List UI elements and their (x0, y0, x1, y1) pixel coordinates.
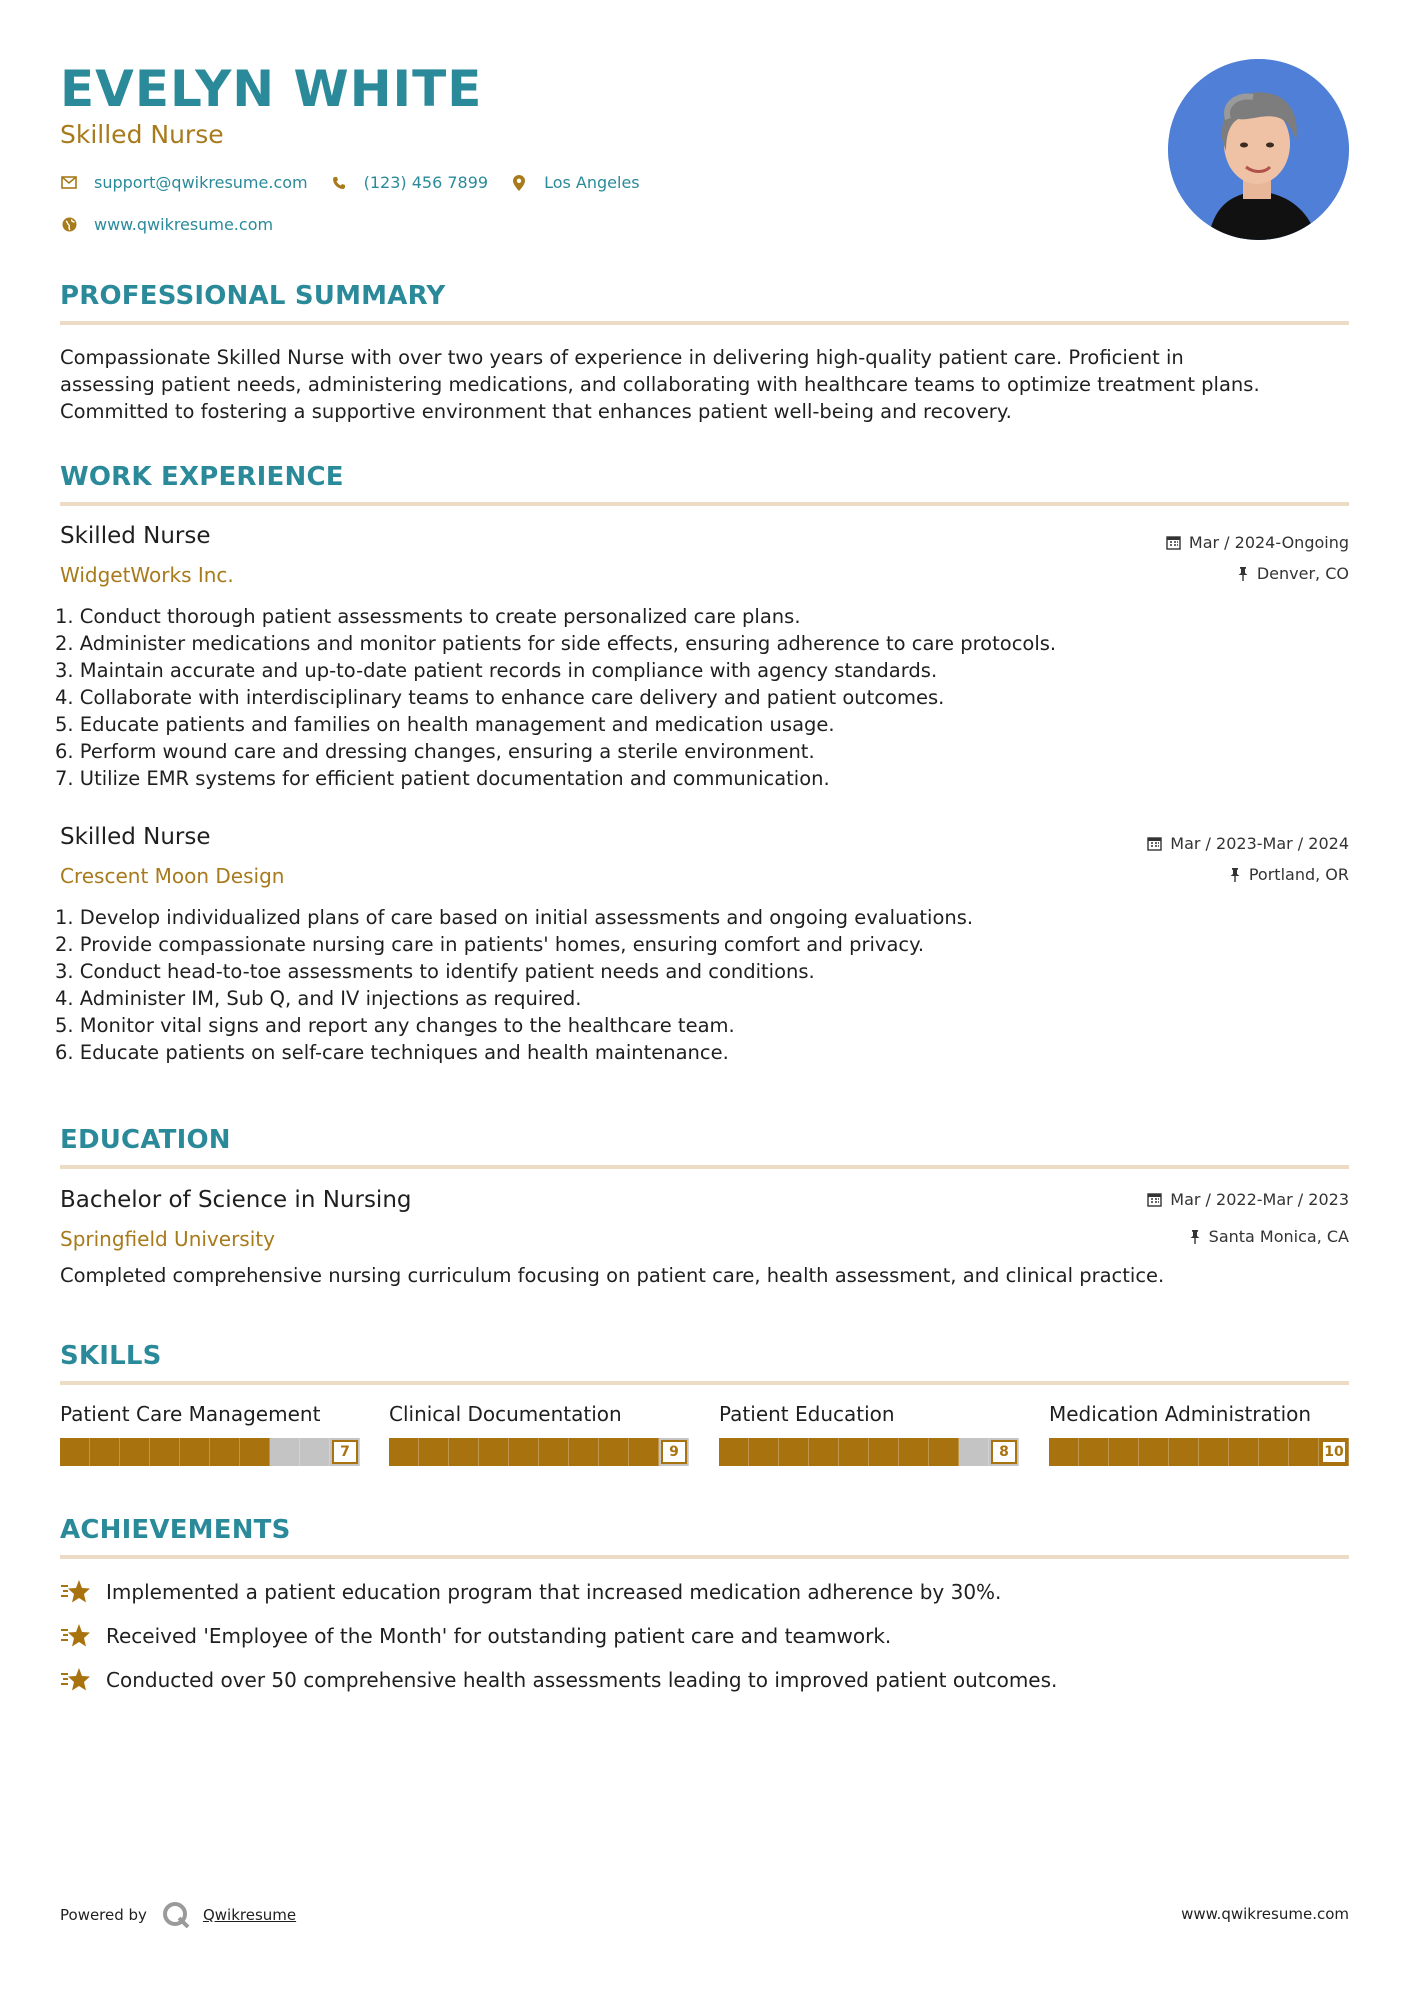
skill-bar-segment (180, 1438, 210, 1466)
job-dates-text: Mar / 2024-Ongoing (1188, 533, 1349, 552)
skill-bar-segment (479, 1438, 509, 1466)
skill-bar-segment (150, 1438, 180, 1466)
skill-bar-segment (1049, 1438, 1079, 1466)
job-company: Crescent Moon Design (60, 864, 285, 888)
candidate-name: EVELYN WHITE (60, 60, 483, 118)
skill-item (389, 1402, 689, 1466)
skill-bar-segment (90, 1438, 120, 1466)
achievement-item (60, 1665, 1057, 1695)
footer-website[interactable]: www.qwikresume.com (1181, 1905, 1349, 1923)
skill-bar-segment (240, 1438, 270, 1466)
achievement-text: Conducted over 50 comprehensive health assessments leading to improved patient outcomes. (106, 1668, 1058, 1692)
section-title-skills: SKILLS (60, 1341, 162, 1371)
job-title: Skilled Nurse (60, 523, 211, 549)
skill-item (719, 1402, 1019, 1466)
pushpin-icon (1237, 566, 1249, 581)
degree-title: Bachelor of Science in Nursing (60, 1187, 412, 1213)
list-item: 6. Educate patients on self-care techniques and health maintenance. (55, 1041, 729, 1064)
list-item: 6. Perform wound care and dressing changes, ensuring a sterile environment. (55, 740, 815, 763)
skill-bar-segment (1139, 1438, 1169, 1466)
list-item: 3. Conduct head-to-toe assessments to identify patient needs and conditions. (55, 960, 815, 983)
education-location-text: Santa Monica, CA (1208, 1227, 1349, 1246)
summary-line: assessing patient needs, administering medications, and collaborating with healthcare teams to optimize treatment plans. (60, 373, 1260, 396)
summary-line: Compassionate Skilled Nurse with over two years of experience in delivering high-quality patient care. Proficient in (60, 346, 1184, 369)
skill-bar-segment (539, 1438, 569, 1466)
section-divider (60, 1555, 1349, 1559)
skill-bar-segment (1259, 1438, 1289, 1466)
list-item: 5. Monitor vital signs and report any changes to the healthcare team. (55, 1014, 735, 1037)
skill-bar-segment (839, 1438, 869, 1466)
achievement-text: Implemented a patient education program that increased medication adherence by 30%. (106, 1580, 1002, 1604)
achievement-item (60, 1577, 1001, 1607)
contact-row (60, 173, 662, 192)
skill-bar-segment (719, 1438, 749, 1466)
section-divider (60, 1381, 1349, 1385)
brand-link[interactable]: Qwikresume (202, 1906, 297, 1924)
list-item: 3. Maintain accurate and up-to-date patient records in compliance with agency standards. (55, 659, 938, 682)
skill-name: Medication Administration (1049, 1402, 1312, 1426)
section-divider (60, 502, 1349, 506)
section-divider (60, 1165, 1349, 1169)
envelope-icon (60, 174, 78, 192)
list-item: 7. Utilize EMR systems for efficient patient documentation and communication. (55, 767, 830, 790)
job-location (1229, 865, 1349, 884)
section-title-experience: WORK EXPERIENCE (60, 462, 344, 492)
job-location-text: Portland, OR (1248, 865, 1349, 884)
section-title-summary: PROFESSIONAL SUMMARY (60, 281, 446, 311)
email-text: support@qwikresume.com (94, 173, 308, 192)
education-dates (1147, 1190, 1349, 1209)
phone-text: (123) 456 7899 (363, 173, 489, 192)
skill-bar-segment (1229, 1438, 1259, 1466)
list-item: 2. Provide compassionate nursing care in patients' homes, ensuring comfort and privacy. (55, 933, 925, 956)
summary-text (60, 344, 1355, 425)
candidate-title: Skilled Nurse (60, 120, 224, 149)
powered-by-label: Powered by (60, 1906, 147, 1924)
list-item: 2. Administer medications and monitor patients for side effects, ensuring adherence to care protocols. (55, 632, 1057, 655)
skill-bar-segment (959, 1438, 989, 1466)
calendar-icon (1147, 836, 1162, 851)
star-icon (60, 1621, 92, 1651)
section-title-education: EDUCATION (60, 1125, 231, 1155)
skill-bar-segment (60, 1438, 90, 1466)
skill-bar-segment (749, 1438, 779, 1466)
job-dates-text: Mar / 2023-Mar / 2024 (1170, 834, 1349, 853)
skill-bar-segment (1109, 1438, 1139, 1466)
skill-bar-segment (300, 1438, 330, 1466)
list-item: 4. Administer IM, Sub Q, and IV injections as required. (55, 987, 582, 1010)
contact-email[interactable] (60, 173, 308, 192)
skill-item (60, 1402, 360, 1466)
education-location (1189, 1227, 1349, 1246)
skill-name: Patient Education (719, 1402, 895, 1426)
skill-bar-segment (1289, 1438, 1319, 1466)
job-company: WidgetWorks Inc. (60, 563, 234, 587)
contact-phone[interactable] (330, 173, 488, 192)
skill-item (1049, 1402, 1349, 1466)
section-divider (60, 321, 1349, 325)
globe-icon (60, 216, 78, 234)
skill-bar-segment (1079, 1438, 1109, 1466)
skill-bar-segment (419, 1438, 449, 1466)
contact-location (510, 173, 640, 192)
skill-bar-segment (449, 1438, 479, 1466)
education-dates-text: Mar / 2022-Mar / 2023 (1170, 1190, 1349, 1209)
skill-level-number: 10 (1321, 1440, 1347, 1464)
skill-name: Clinical Documentation (389, 1402, 622, 1426)
contact-website[interactable] (60, 215, 273, 234)
list-item: 1. Conduct thorough patient assessments to create personalized care plans. (55, 605, 801, 628)
skill-bar-segment (779, 1438, 809, 1466)
achievement-item (60, 1621, 891, 1651)
job-dates (1147, 834, 1349, 853)
education-description: Completed comprehensive nursing curriculum focusing on patient care, health assessment, and clinical practice. (60, 1264, 1165, 1287)
qwikresume-logo-icon (161, 1900, 191, 1930)
achievement-text: Received 'Employee of the Month' for outstanding patient care and teamwork. (106, 1624, 892, 1648)
list-item: 5. Educate patients and families on health management and medication usage. (55, 713, 835, 736)
job-dates (1166, 533, 1349, 552)
skill-level-bar (389, 1438, 689, 1466)
skill-level-bar (719, 1438, 1019, 1466)
phone-icon (330, 174, 348, 192)
skill-bar-segment (569, 1438, 599, 1466)
skill-bar-segment (210, 1438, 240, 1466)
skill-bar-segment (120, 1438, 150, 1466)
section-title-achievements: ACHIEVEMENTS (60, 1515, 291, 1545)
calendar-icon (1166, 535, 1181, 550)
skill-level-number: 9 (661, 1440, 687, 1464)
skill-bar-segment (869, 1438, 899, 1466)
contact-row-2 (60, 215, 295, 234)
skill-bar-segment (389, 1438, 419, 1466)
pushpin-icon (1189, 1229, 1201, 1244)
job-title: Skilled Nurse (60, 824, 211, 850)
pushpin-icon (1229, 867, 1241, 882)
skill-bar-segment (270, 1438, 300, 1466)
skill-bar-segment (1199, 1438, 1229, 1466)
profile-photo (1168, 59, 1349, 240)
star-icon (60, 1665, 92, 1695)
job-location-text: Denver, CO (1256, 564, 1349, 583)
school-name: Springfield University (60, 1227, 275, 1251)
skill-level-bar (60, 1438, 360, 1466)
skill-level-bar (1049, 1438, 1349, 1466)
calendar-icon (1147, 1192, 1162, 1207)
job-responsibilities (55, 603, 1056, 792)
skill-level-number: 8 (991, 1440, 1017, 1464)
job-responsibilities (55, 904, 973, 1066)
location-text: Los Angeles (544, 173, 640, 192)
footer-powered-by (60, 1900, 296, 1930)
skill-bar-segment (629, 1438, 659, 1466)
skill-bar-segment (809, 1438, 839, 1466)
skill-level-number: 7 (332, 1440, 358, 1464)
list-item: 1. Develop individualized plans of care based on initial assessments and ongoing evaluations. (55, 906, 974, 929)
website-text: www.qwikresume.com (94, 215, 274, 234)
skill-bar-segment (1169, 1438, 1199, 1466)
list-item: 4. Collaborate with interdisciplinary teams to enhance care delivery and patient outcomes. (55, 686, 945, 709)
job-location (1237, 564, 1349, 583)
skill-bar-segment (599, 1438, 629, 1466)
summary-line: Committed to fostering a supportive environment that enhances patient well-being and recovery. (60, 400, 1012, 423)
map-pin-icon (510, 174, 528, 192)
skill-bar-segment (899, 1438, 929, 1466)
skill-bar-segment (929, 1438, 959, 1466)
skill-bar-segment (509, 1438, 539, 1466)
star-icon (60, 1577, 92, 1607)
skill-name: Patient Care Management (60, 1402, 321, 1426)
